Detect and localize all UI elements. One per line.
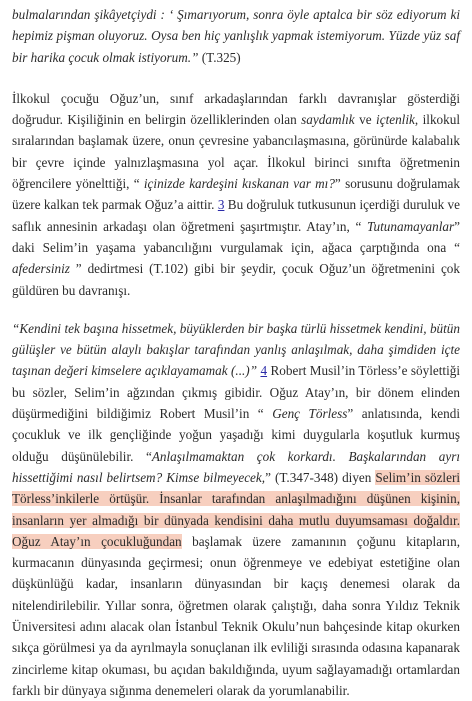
body-text: Robert Musil’in Törless’e söylettiği bu sözler, Selim’in ağzından çıkmış gibidir. Oğuz Atay’ın, bir dönem elinden düşürmediğini bildiğimiz Robert Musil’in “	[12, 363, 460, 422]
paragraph-quote-continuation	[12, 4, 460, 68]
italic-text: Anlaşılmamaktan çok korkardı. Başkalarından ayrı hissettiğimi nasıl belirtsem? Kimse bilmeyecek,	[12, 448, 460, 485]
footnote-link[interactable]: 3	[217, 197, 225, 213]
body-text: ” dedirtmesi (T.102) gibi bir şeydir, çocuk Oğuz’un öğretmenini çok güldüren bu davranışı.	[12, 261, 460, 298]
italic-text: Genç Törless	[272, 406, 348, 422]
paragraph-oguz-childhood	[12, 88, 460, 301]
highlighted-text: Selim’in sözleri Törless’inkilerle örtüşür. İnsanlar tarafından anlaşılmadığını düşünen kişinin, insanların yer almadığı bir dünyada kendisini daha mutlu duyumsaması doğaldır. Oğuz Atay’ın çocukluğundan	[12, 469, 461, 549]
italic-text: içinizde kardeşini kıskanan var mı?	[143, 176, 335, 192]
italic-text: “Kendini tek başına hissetmek, büyüklerden bir başka türlü hissetmek kendini, bütün gülüşler ve bütün alaylı bakışlar tarafından yanlış anlaşılmak, daha şimdiden içte taşınan değeri kimselere açıklayamamak (...)”	[12, 320, 460, 379]
italic-text: Tutunamayanlar	[366, 218, 455, 234]
body-text: başlamak üzere zamanının çoğunu kitapların, kurmacanın dünyasında geçirmesi; onun öğrenmeye ve edebiyat estetiğine olan düşkünlüğü kadar, insanların dünyasından bir kaçış denemesi olarak da nitelendirilebilir. Yıllar sonra, öğretmen olarak çalıştığı, daha sonra Yıldız Teknik Üniversitesi adını alacak olan İstanbul Teknik Okulu’nun bahçesinde kitap okurken sıkça görülmesi ya da ayrılmayla sonuçlanan ilk evliliği sırasında odasına kapanarak zincirleme kitap okuması, bu açıdan bakıldığında, uyum sağlayamadığı ortamlardan farklı bir dünyaya sığınma denemeleri olarak da yorumlanabilir.	[12, 533, 460, 698]
paragraph-musil-torless	[12, 318, 460, 701]
body-text: , ilkokul sıralarından başlamak üzere, onun çevresine yabancılaşmasına, görünürde kalabalık bir çevre içinde yalnızlaşmasına yol açar. İlkokul birinci sınıfta öğretmenin öğrencilere yönelttiği, “	[12, 112, 460, 192]
body-text: ve	[354, 112, 377, 128]
footnote-link[interactable]: 4	[260, 363, 268, 379]
body-text: ” (T.347-348) diyen	[265, 469, 376, 485]
body-text: ” sorusunu doğrulamak üzere kalkan tek parmak Oğuz’a aittir.	[12, 176, 460, 213]
italic-text: bulmalarından şikâyetçiydi : ‘ Şımarıyorum, sonra öyle aptalca bir söz ediyorum ki hepimiz pişman oluyoruz. Oysa ben hiç yanlışlık yapmak istemiyorum. Yüzde yüz saf bir harika çocuk olmak istiyorum.”	[12, 7, 460, 65]
body-text: ” anlatısında, kendi çocukluk ve ilk gençliğinde yoğun yaşadığı kimi duygularla koşutluk kurmuş olduğu düşünülebilir. “	[12, 406, 460, 464]
body-text: Bu doğruluk tutkusunun içerdiği duruluk ve saflık annesinin arkadaşı olan öğretmeni şaşırtmıştır. Atay’ın, “	[12, 197, 460, 234]
body-text: ” daki Selim’in yaşama yabancılığını vurgulamak için, ağaca çarptığında ona “	[12, 218, 460, 255]
italic-text: içtenlik	[376, 112, 415, 128]
body-text: İlkokul çocuğu Oğuz’un, sınıf arkadaşlarından farklı davranışlar gösterdiği doğrudur. Kişiliğinin en belirgin özelliklerinden olan	[12, 90, 460, 128]
body-text: (T.325)	[198, 49, 241, 65]
italic-text: afedersiniz	[12, 261, 70, 277]
italic-text: saydamlık	[301, 112, 355, 128]
